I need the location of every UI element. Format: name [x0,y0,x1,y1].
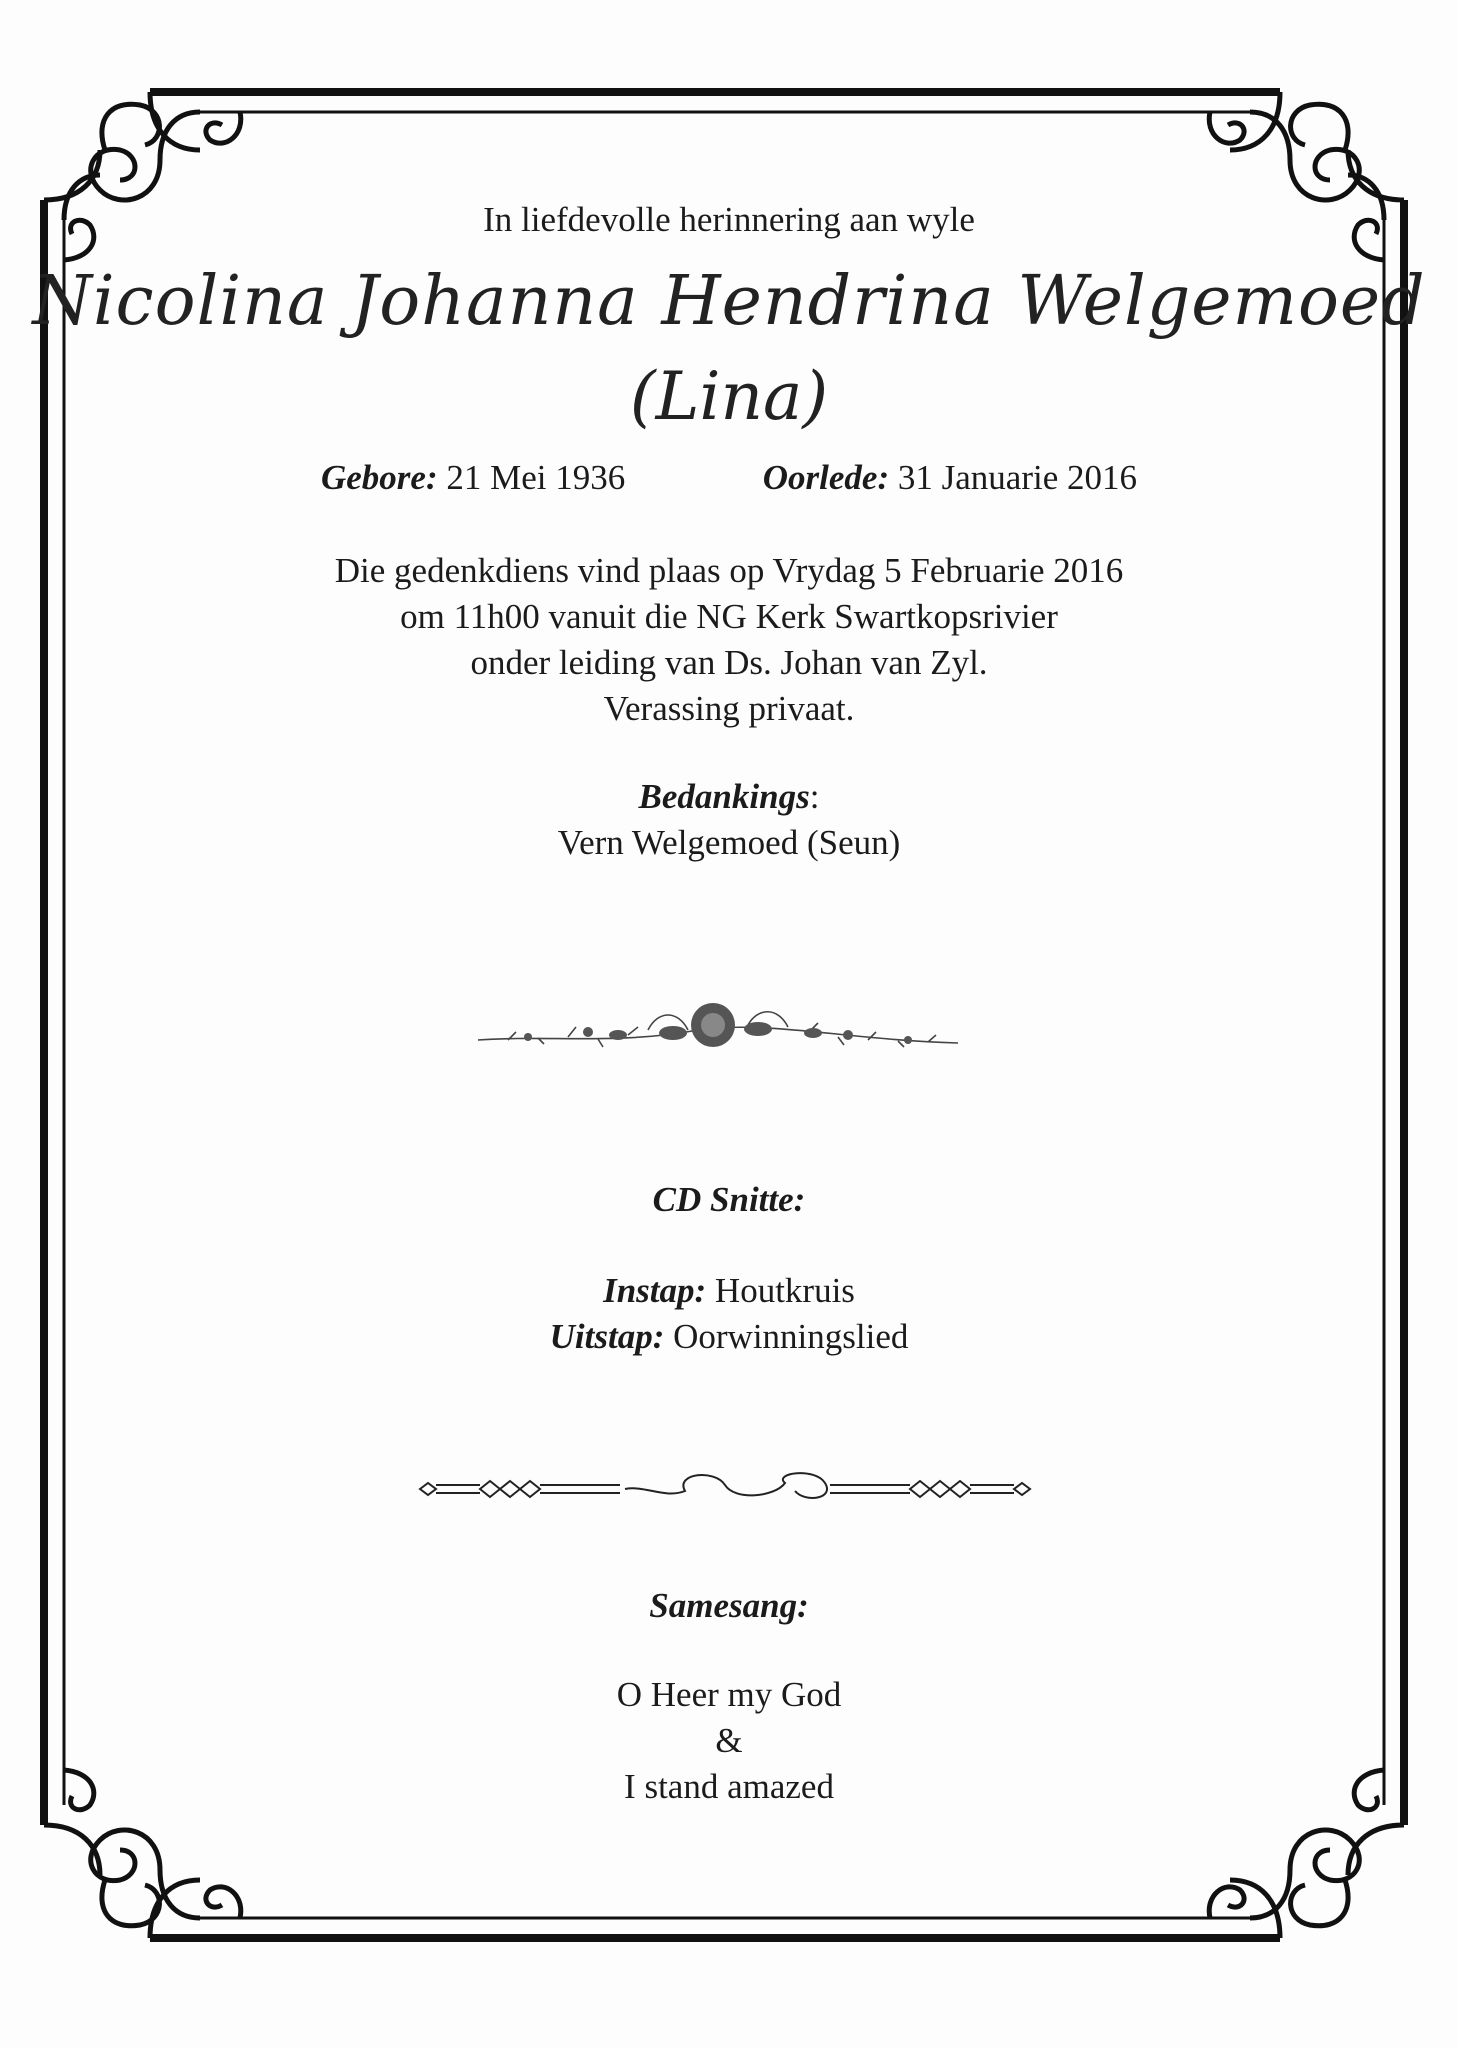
born-value: 21 Mei 1936 [446,458,626,497]
samesang-title: Samesang: [649,1586,809,1625]
service-line: Die gedenkdiens vind plaas op Vrydag 5 Februarie 2016 [334,551,1124,590]
entry-value: Houtkruis [714,1271,855,1310]
song-item: I stand amazed [624,1767,834,1806]
service-line: Verassing privaat. [603,689,855,728]
born-label: Gebore: [321,458,438,497]
service-line: onder leiding van Ds. Johan van Zyl. [470,643,988,682]
song-list [0,1672,1458,1810]
deceased-name: Nicolina Johanna Hendrina Welgemoed [32,262,1426,341]
thanks-value: Vern Welgemoed (Seun) [557,823,901,862]
dates-line [0,458,1458,498]
song-item: O Heer my God [616,1675,842,1714]
thanks-label: Bedankings [638,777,810,816]
floral-ornament [468,985,968,1075]
cd-title: CD Snitte: [652,1180,806,1219]
entry-label: Instap: [603,1271,707,1310]
service-details [0,548,1458,732]
scroll-divider [410,1462,1040,1516]
intro-line: In liefdevolle herinnering aan wyle [483,200,975,239]
died-value: 31 Januarie 2016 [897,458,1137,497]
thanks-colon: : [809,777,820,816]
died-label: Oorlede: [762,458,890,497]
exit-value: Oorwinningslied [673,1317,909,1356]
thanks-section [0,774,1458,866]
song-item: & [715,1721,743,1760]
service-line: om 11h00 vanuit die NG Kerk Swartkopsrivier [400,597,1058,636]
cd-items [0,1268,1458,1360]
exit-label: Uitstap: [549,1317,665,1356]
deceased-nickname: (Lina) [629,358,829,435]
